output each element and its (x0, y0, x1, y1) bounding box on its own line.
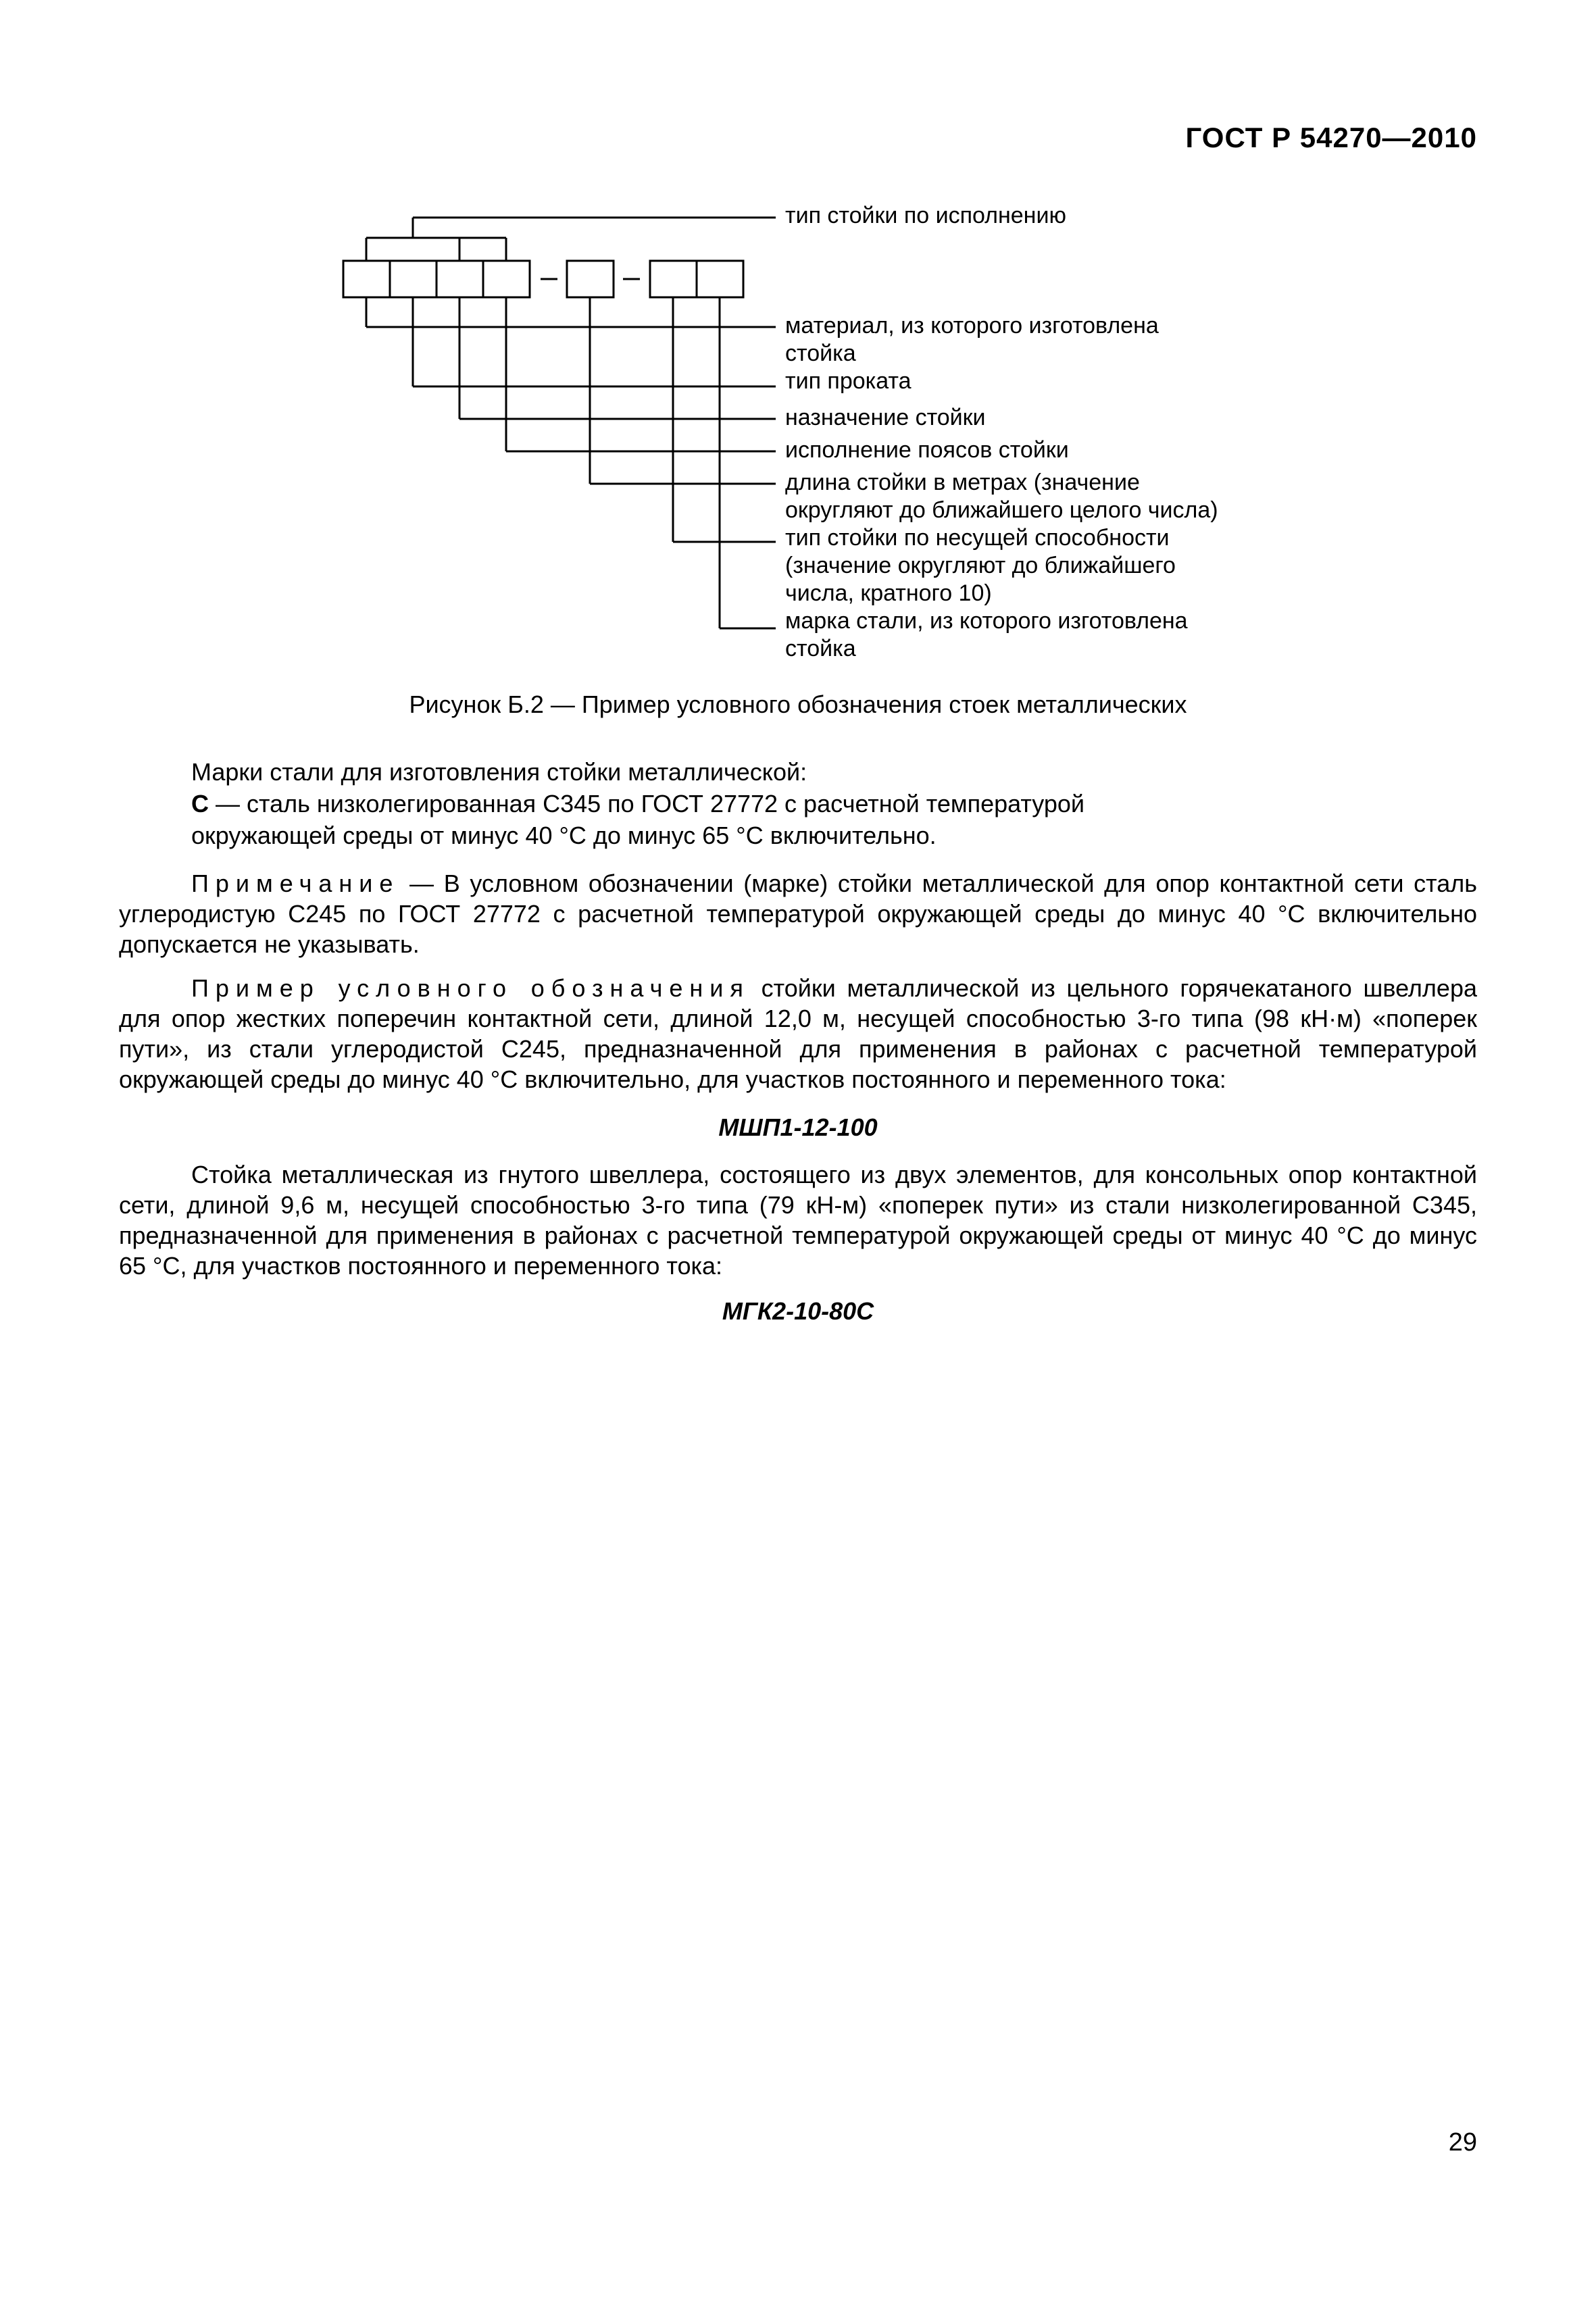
label-purpose: назначение стойки (785, 405, 986, 430)
label-capacity-cont1: (значение округляют до ближайшего (785, 553, 1176, 578)
label-length-cont: округляют до ближайшего целого числа) (785, 497, 1218, 523)
label-rolled-type: тип проката (785, 368, 912, 394)
steel-c-line-2: окружающей среды от минус 40 °С до минус 65 °С включительно. (191, 822, 937, 849)
box-purpose (437, 261, 483, 297)
label-capacity: тип стойки по несущей способности (785, 525, 1170, 551)
example-text: стойки металлической из цельного горячекатаного швеллера для опор жестких поперечин контактной сети, длиной 12,0 м, несущей способностью 3-го типа (98 кН·м) «поперек пути», из стали углеродистой С245, предназначенной для применения в районах с расчетной температурой окружающей среды до минус 40 °С включительно, для участков постоянного и переменного тока: (119, 974, 1477, 1093)
designation-code-2: МГК2-10-80С (722, 1297, 874, 1325)
note-text: — В условном обозначении (марке) стойки металлической для опор контактной сети сталь углеродистую С245 по ГОСТ 27772 с расчетной температурой окружающей среды до минус 40 °С включительно допускается не указывать. (119, 870, 1477, 958)
label-execution-type: тип стойки по исполнению (785, 203, 1066, 228)
page-number: 29 (1448, 2128, 1477, 2157)
steel-c-line (191, 788, 1549, 819)
label-chord: исполнение поясов стойки (785, 437, 1069, 463)
label-material: материал, из которого изготовлена (785, 313, 1159, 338)
designation-code-1: МШП1-12-100 (718, 1113, 878, 1141)
steel-c-letter: С (191, 790, 209, 818)
example-paragraph (119, 973, 1477, 1095)
label-length: длина стойки в метрах (значение (785, 470, 1140, 495)
box-steel (697, 261, 743, 297)
note-label: Примечание (191, 870, 400, 897)
second-example-paragraph: Стойка металлическая из гнутого швеллера, состоящего из двух элементов, для консольных опор контактной сети, длиной 9,6 м, несущей способностью 3-го типа (79 кН-м) «поперек пути» из стали низколегированной С345, предназначенной для применения в районах с расчетной температурой окружающей среды от минус 40 °С до минус 65 °С, для участков постоянного и переменного тока: (119, 1161, 1477, 1280)
figure-caption: Рисунок Б.2 — Пример условного обозначения стоек металлических (409, 690, 1187, 718)
box-chord (483, 261, 530, 297)
label-capacity-cont2: числа, кратного 10) (785, 580, 992, 606)
steel-heading: Марки стали для изготовления стойки металлической: (191, 758, 807, 786)
box-rolled-type (390, 261, 437, 297)
label-material-cont: стойка (785, 341, 856, 366)
box-material (343, 261, 390, 297)
box-capacity (650, 261, 697, 297)
steel-c-text: — сталь низколегированная С345 по ГОСТ 27772 с расчетной температурой (209, 790, 1085, 818)
example-label: Пример условного обозначения (191, 974, 750, 1002)
label-steel-grade-cont: стойка (785, 636, 856, 661)
box-length (567, 261, 614, 297)
label-steel-grade: марка стали, из которого изготовлена (785, 608, 1188, 634)
note-paragraph (119, 868, 1477, 959)
standard-number: ГОСТ Р 54270—2010 (1185, 122, 1477, 153)
